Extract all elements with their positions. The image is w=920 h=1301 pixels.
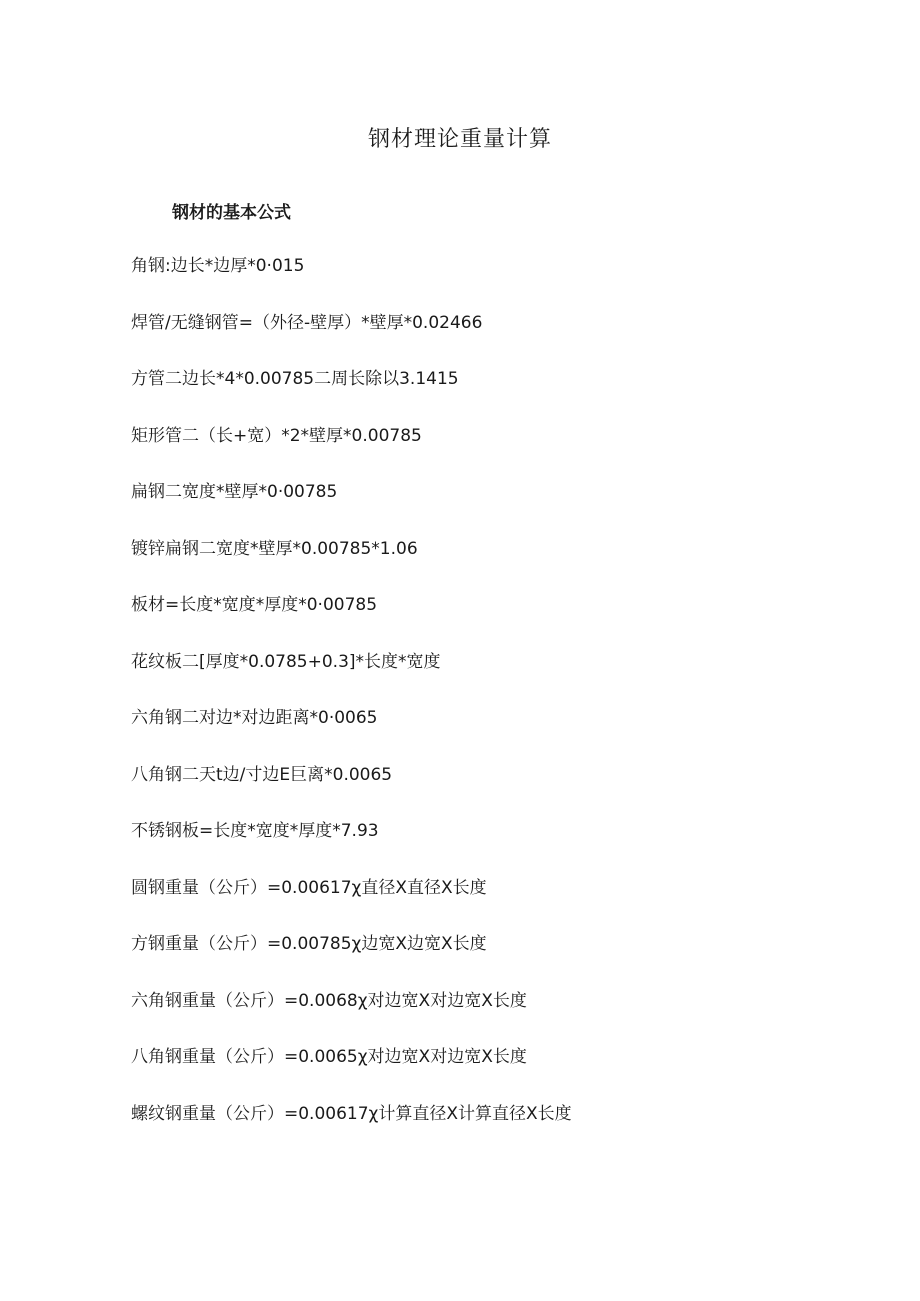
formula-square-steel-weight: 方钢重量（公斤）=0.00785χ边宽X边宽X长度: [131, 934, 487, 954]
formula-flat-steel: 扁钢二宽度*壁厚*0·00785: [131, 482, 338, 502]
formula-stainless-plate: 不锈钢板=长度*宽度*厚度*7.93: [131, 821, 379, 841]
formula-welded-pipe: 焊管/无缝钢管=（外径-壁厚）*壁厚*0.02466: [131, 312, 483, 333]
formula-galvanized-flat-steel: 镀锌扁钢二宽度*壁厚*0.00785*1.06: [131, 538, 418, 559]
page-title: 钢材理论重量计算: [367, 127, 552, 152]
formula-hexagonal-steel-weight: 六角钢重量（公斤）=0.0068χ对边宽X对边宽X长度: [131, 990, 527, 1011]
section-heading: 钢材的基本公式: [172, 203, 291, 223]
formula-checkered-plate: 花纹板二[厚度*0.0785+0.3]*长度*宽度: [131, 651, 441, 672]
formula-plate: 板材=长度*宽度*厚度*0·00785: [131, 595, 378, 615]
formula-rectangular-tube: 矩形管二（长+宽）*2*壁厚*0.00785: [131, 425, 422, 446]
formula-octagonal-steel-weight: 八角钢重量（公斤）=0.0065χ对边宽X对边宽X长度: [131, 1047, 527, 1067]
formula-rebar-weight: 螺纹钢重量（公斤）=0.00617χ计算直径X计算直径X长度: [131, 1103, 572, 1124]
formula-round-steel-weight: 圆钢重量（公斤）=0.00617χ直径X直径X长度: [131, 877, 487, 898]
formula-angle-steel: 角钢:边长*边厚*0·015: [131, 256, 305, 276]
formula-octagonal-steel: 八角钢二天t边/寸边E巨离*0.0065: [131, 764, 393, 785]
formula-square-tube: 方管二边长*4*0.00785二周长除以3.1415: [131, 369, 459, 389]
formula-hexagonal-steel: 六角钢二对边*对边距离*0·0065: [131, 708, 378, 728]
formula-list: [131, 254, 572, 1158]
